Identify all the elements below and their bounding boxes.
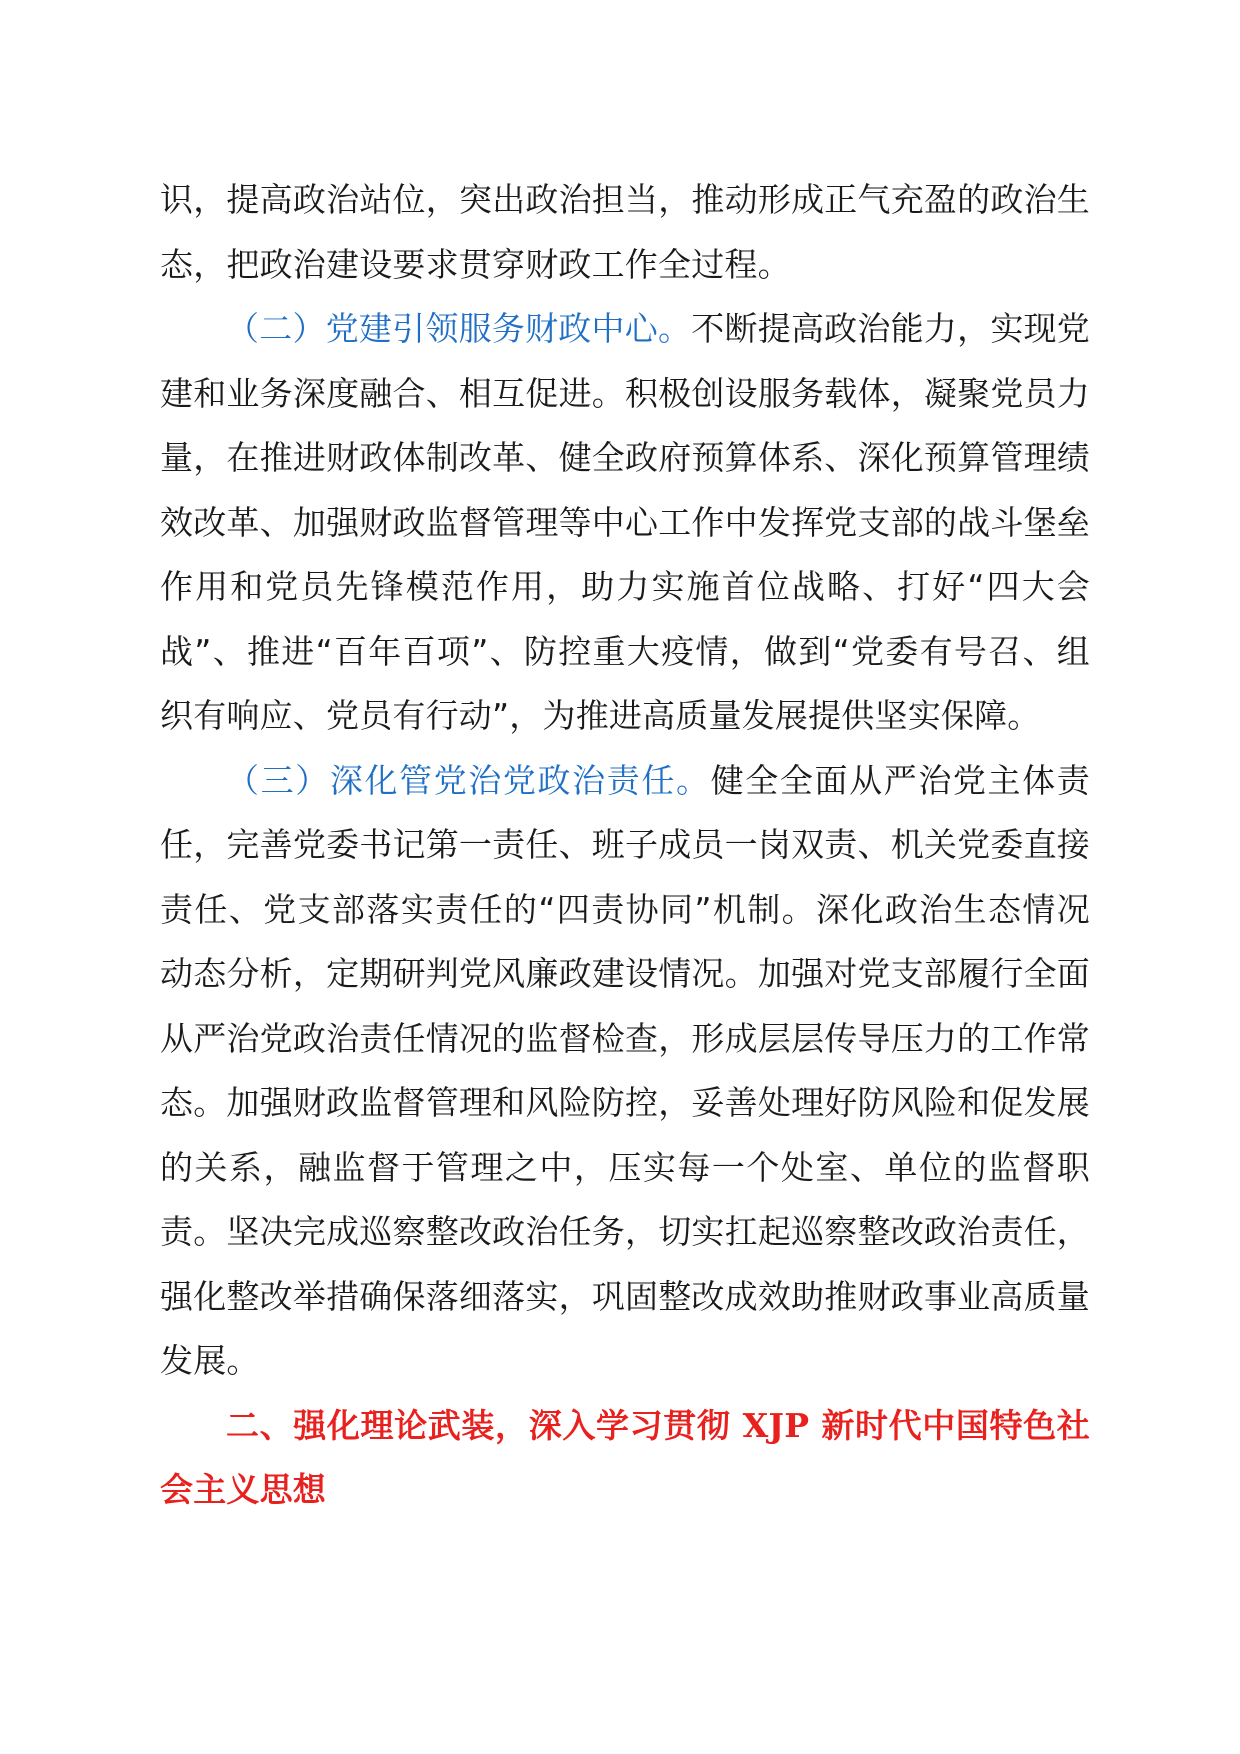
paragraph-section-3: [160, 749, 1090, 1394]
section-body-2: 不断提高政治能力，实现党建和业务深度融合、相互促进。积极创设服务载体，凝聚党员力量，在推进财政体制改革、健全政府预算体系、深化预算管理绩效改革、加强财政监督管理等中心工作中发挥党支部的战斗堡垒作用和党员先锋模范作用，助力实施首位战略、打好“四大会战”、推进“百年百项”、防控重大疫情，做到“党委有号召、组织有响应、党员有行动”，为推进高质量发展提供坚实保障。: [160, 309, 1090, 735]
paragraph-section-2: [160, 297, 1090, 749]
section-body-3: 健全全面从严治党主体责任，完善党委书记第一责任、班子成员一岗双责、机关党委直接责任、党支部落实责任的“四责协同”机制。深化政治生态情况动态分析，定期研判党风廉政建设情况。加强对党支部履行全面从严治党政治责任情况的监督检查，形成层层传导压力的工作常态。加强财政监督管理和风险防控，妥善处理好防风险和促发展的关系，融监督于管理之中，压实每一个处室、单位的监督职责。坚决完成巡察整改政治任务，切实扛起巡察整改政治责任，强化整改举措确保落细落实，巩固整改成效助推财政事业高质量发展。: [160, 760, 1090, 1380]
paragraph-continued: 识，提高政治站位，突出政治担当，推动形成正气充盈的政治生态，把政治建设要求贯穿财政工作全过程。: [160, 180, 1090, 284]
chapter-heading-2: 二、强化理论武装，深入学习贯彻 XJP 新时代中国特色社会主义思想: [160, 1405, 1090, 1509]
section-heading-2: （二）党建引领服务财政中心。: [226, 309, 692, 348]
document-page: [160, 168, 1090, 1523]
section-heading-3: （三）深化管党治党政治责任。: [226, 760, 711, 800]
